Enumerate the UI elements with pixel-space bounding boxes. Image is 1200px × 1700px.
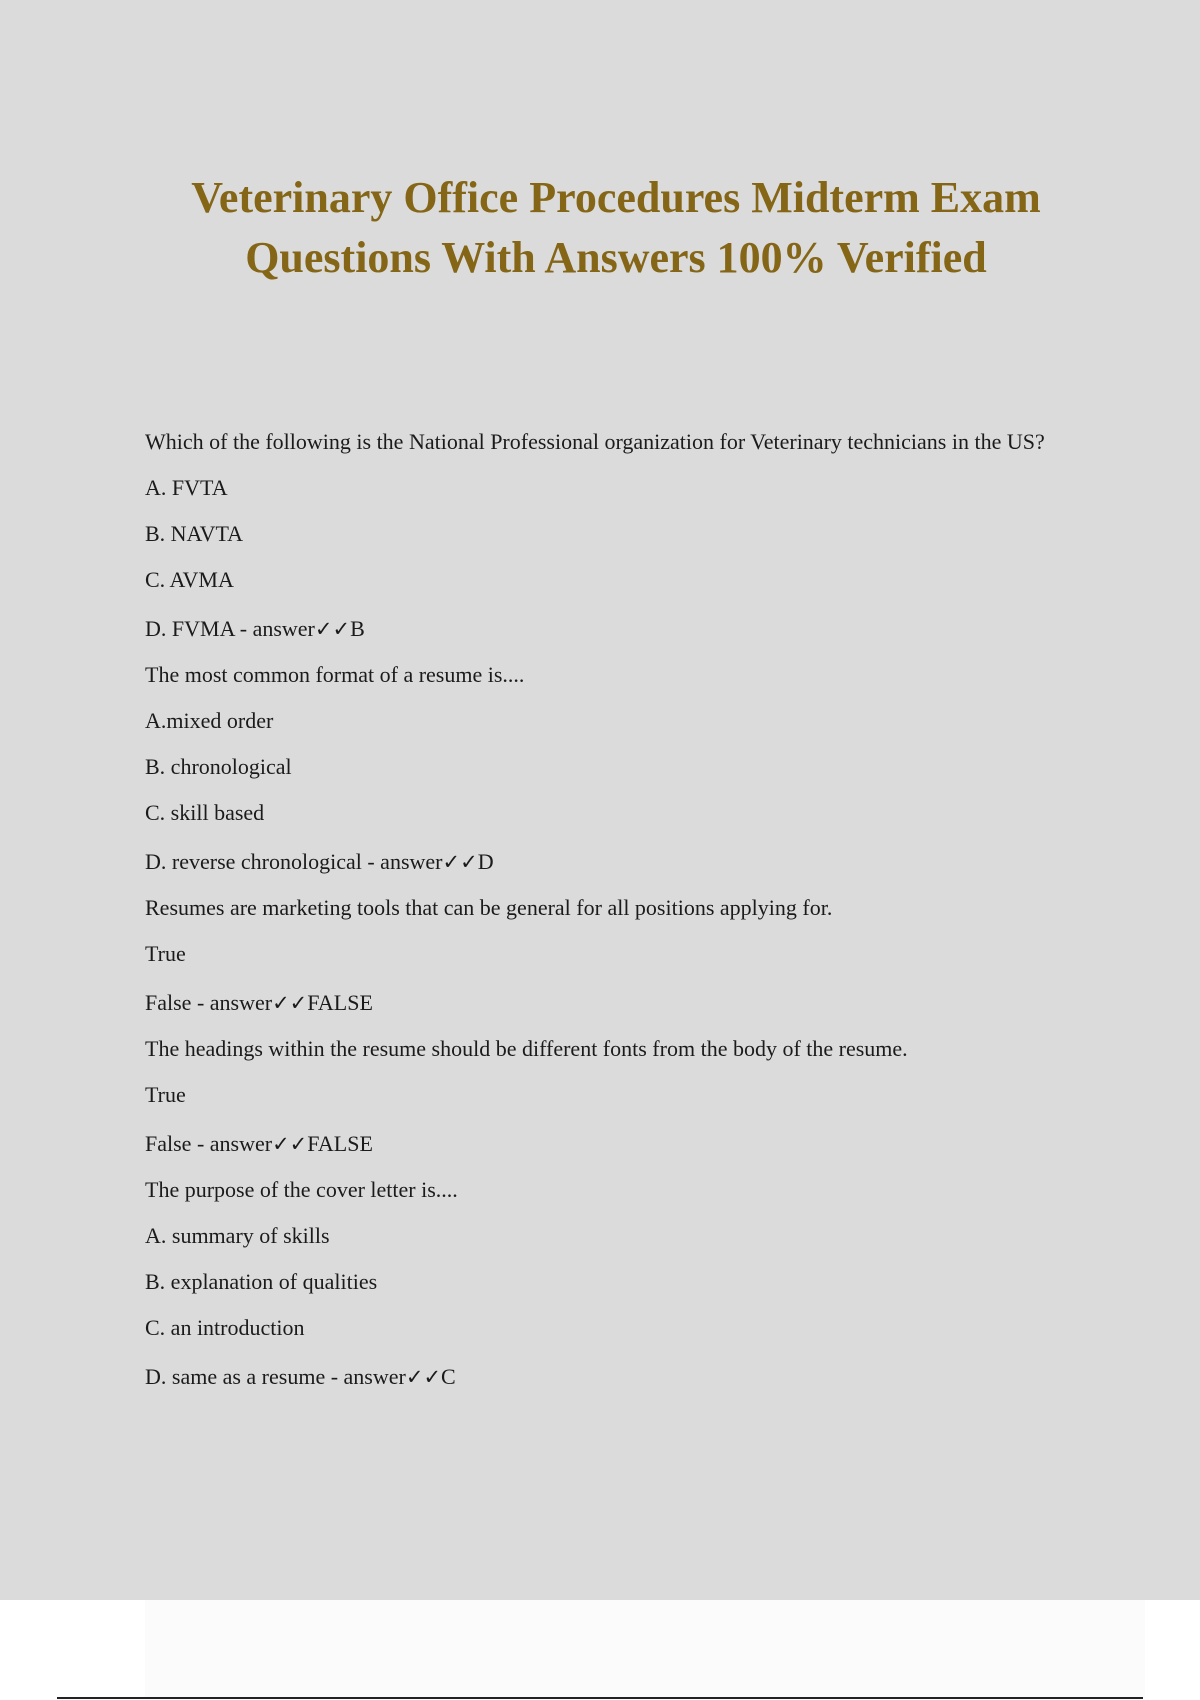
answer-option: True [145, 1082, 186, 1107]
question-text: The headings within the resume should be different fonts from the body of the resume. [145, 1036, 908, 1061]
title-line-2: Questions With Answers 100% Verified [245, 233, 987, 282]
checkmark-icon: ✓✓ [405, 1365, 442, 1389]
answer-option: B. explanation of qualities [145, 1269, 378, 1294]
correct-answer: C [441, 1364, 456, 1389]
answer-option-with-key [145, 1130, 1075, 1158]
correct-answer: FALSE [307, 990, 373, 1015]
answer-option: C. AVMA [145, 567, 234, 592]
checkmark-icon: ✓✓ [272, 1132, 308, 1156]
answer-option-with-key [145, 848, 1075, 876]
answer-option-label: False - answer [145, 1131, 273, 1156]
checkmark-icon: ✓✓ [272, 991, 308, 1015]
answer-option-label: D. reverse chronological - answer [145, 849, 443, 874]
answer-option: B. chronological [145, 754, 292, 779]
question-text: Which of the following is the National Professional organization for Veterinary technicians in the US? [145, 429, 1045, 454]
answer-option-with-key [145, 615, 1075, 643]
correct-answer: FALSE [307, 1131, 373, 1156]
question-list [145, 428, 1075, 1391]
question-text: The purpose of the cover letter is.... [145, 1177, 458, 1202]
answer-option: C. skill based [145, 800, 265, 825]
document-title [100, 168, 1132, 288]
answer-option: B. NAVTA [145, 521, 244, 546]
answer-option-with-key [145, 989, 1075, 1017]
page-divider [57, 1697, 1143, 1699]
answer-option-with-key [145, 1363, 1075, 1391]
answer-option: A. FVTA [145, 475, 228, 500]
correct-answer: D [477, 849, 494, 874]
correct-answer: B [350, 616, 365, 641]
answer-option: C. an introduction [145, 1315, 305, 1340]
checkmark-icon: ✓✓ [442, 850, 478, 874]
answer-option: True [145, 941, 186, 966]
answer-option: A. summary of skills [145, 1223, 330, 1248]
answer-option-label: D. same as a resume - answer [145, 1364, 406, 1389]
question-text: Resumes are marketing tools that can be general for all positions applying for. [145, 895, 833, 920]
answer-option-label: D. FVMA - answer [145, 616, 315, 641]
title-line-1: Veterinary Office Procedures Midterm Exam [191, 173, 1041, 222]
answer-option-label: False - answer [145, 990, 273, 1015]
question-text: The most common format of a resume is.... [145, 662, 525, 687]
checkmark-icon: ✓✓ [314, 617, 351, 641]
next-page-preview [145, 1600, 1145, 1698]
answer-option: A.mixed order [145, 708, 274, 733]
